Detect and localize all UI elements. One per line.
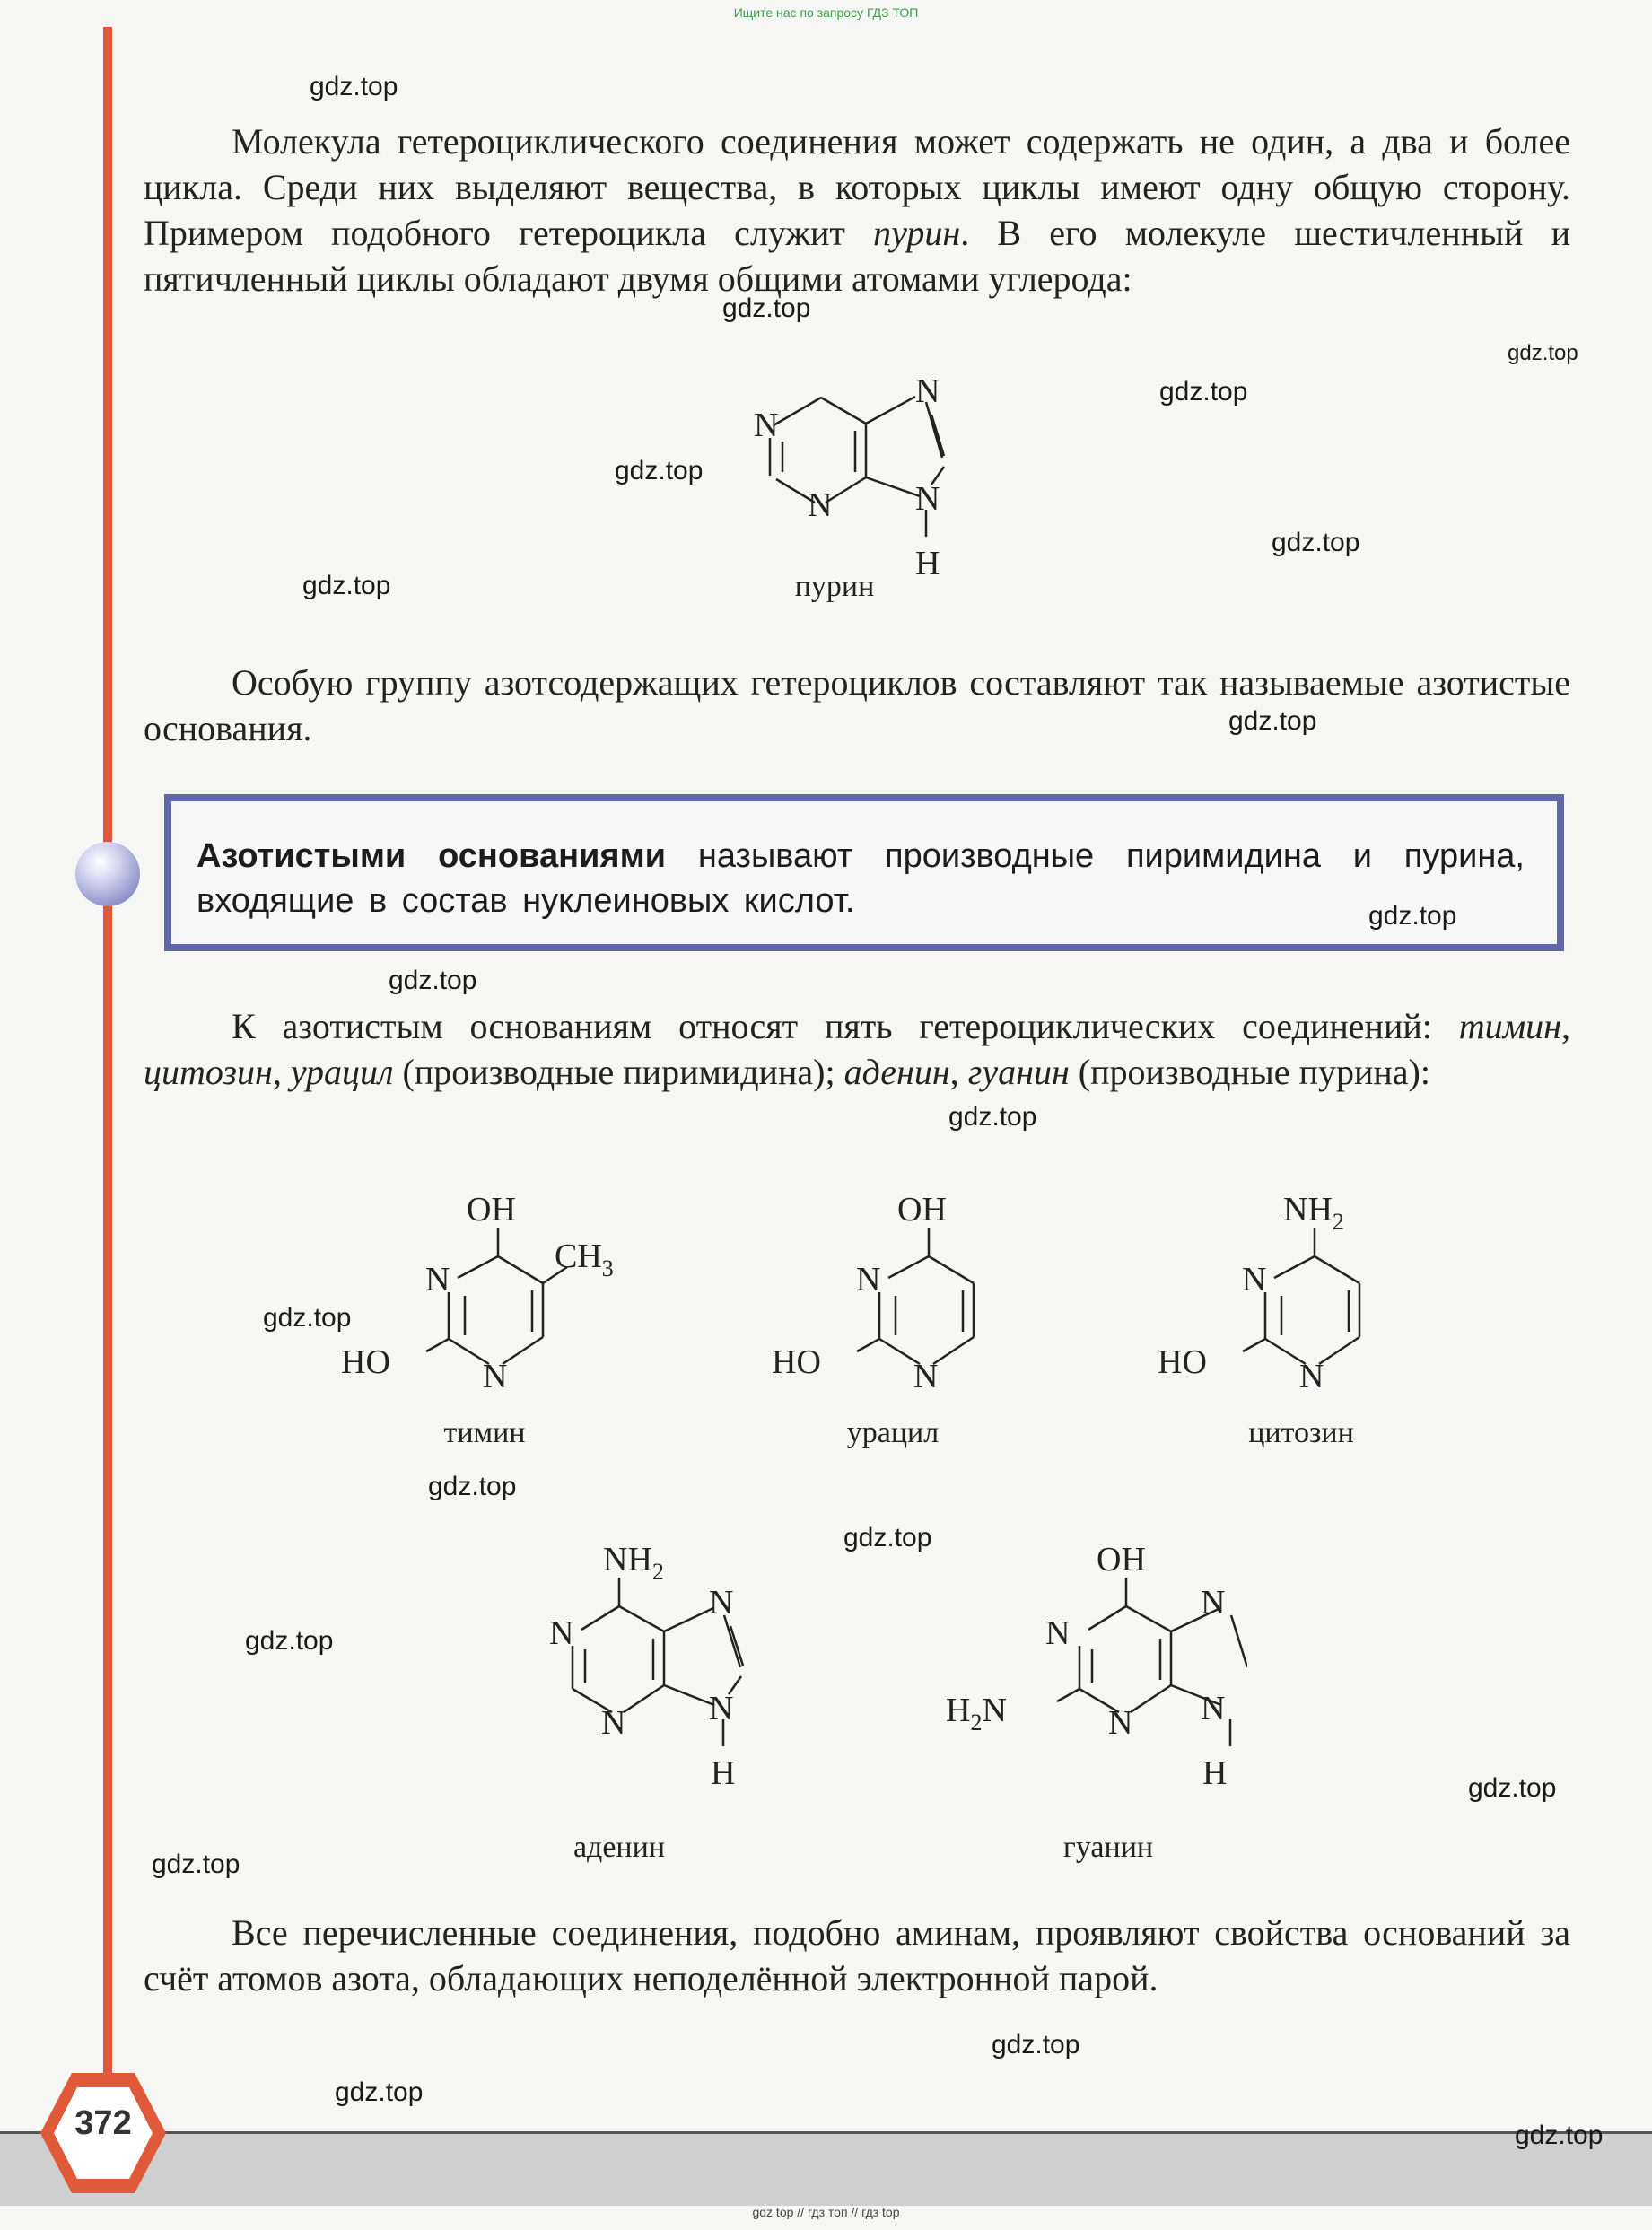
guanine-oh: OH: [1097, 1541, 1146, 1578]
guanine-h2n: $H_2N$: [946, 1692, 1007, 1736]
cytosine-ho: HO: [1158, 1343, 1207, 1381]
guanine-structure: [942, 1535, 1247, 1804]
purine-h: H: [915, 545, 940, 582]
watermark: gdz.top: [389, 966, 477, 995]
watermark: gdz.top: [152, 1850, 240, 1879]
watermark: gdz.top: [263, 1303, 352, 1333]
adenine-n7: N: [709, 1584, 734, 1622]
thymine-n1: N: [425, 1261, 450, 1299]
thymine-caption: тимин: [443, 1416, 526, 1449]
bottom-banner: gdz top // гдз топ // гдз top: [752, 2205, 900, 2219]
watermark: gdz.top: [1228, 706, 1317, 736]
adenine-h: H: [711, 1754, 736, 1792]
uracil-n3: N: [913, 1358, 939, 1395]
footer-band: [0, 2134, 1652, 2206]
guanine-n3: N: [1108, 1704, 1133, 1742]
cytosine-caption: цитозин: [1248, 1416, 1354, 1449]
watermark: gdz.top: [843, 1523, 932, 1552]
thymine-ho: HO: [341, 1343, 390, 1381]
watermark: gdz.top: [992, 2030, 1080, 2059]
watermark: gdz.top: [948, 1102, 1037, 1132]
definition-box: [164, 794, 1564, 951]
adenine-caption: аденин: [573, 1831, 666, 1864]
cytosine-nh2: $NH_2$: [1283, 1191, 1344, 1235]
guanine-n1: N: [1045, 1614, 1071, 1652]
watermark: gdz.top: [310, 72, 398, 101]
watermark: gdz.top: [1159, 377, 1248, 407]
uracil-caption: урацил: [846, 1416, 940, 1449]
watermark: gdz.top: [615, 456, 704, 485]
purine-structure: [736, 368, 987, 601]
uracil-n1: N: [856, 1261, 881, 1299]
adenine-structure: [538, 1535, 772, 1804]
watermark: gdz.top: [1368, 901, 1457, 931]
uracil-ho: HO: [772, 1343, 821, 1381]
paragraph-1: Молекула гетероциклического соединения может содержать не один, а два и более цикла. Среди них выделяют вещества, в которых циклы имеют одну общую сторону. Примером подобного гетероцикла служит пурин. В его молекуле шестичленный и пятичленный циклы обладают двумя общими атомами углерода:: [144, 121, 1570, 299]
watermark: gdz.top: [1508, 341, 1578, 365]
paragraph-2: Особую группу азотсодержащих гетероциклов составляют так называемые азотистые основания.: [144, 662, 1570, 748]
purine-n1: N: [754, 407, 779, 444]
guanine-n7: N: [1201, 1584, 1226, 1622]
definition-text: Азотистыми основаниями называют производные пиримидина и пурина, входящие в состав нуклеиновых кислот.: [197, 837, 1525, 920]
watermark: gdz.top: [1468, 1773, 1557, 1803]
adenine-n1: N: [549, 1614, 574, 1652]
thymine-oh: OH: [467, 1191, 516, 1229]
cytosine-structure: [1149, 1185, 1382, 1418]
watermark: gdz.top: [1272, 528, 1360, 557]
adenine-nh2: $NH_2$: [603, 1541, 664, 1585]
watermark: gdz.top: [302, 571, 391, 600]
guanine-h: H: [1202, 1754, 1228, 1792]
paragraph-3: К азотистым основаниям относят пять гетероциклических соединений: тимин, цитозин, урацил (производные пиримидина); аденин, гуанин (производные пурина):: [144, 1006, 1570, 1092]
guanine-n9: N: [1201, 1690, 1226, 1727]
definition-bullet-icon: [75, 842, 140, 906]
watermark: gdz.top: [245, 1626, 334, 1656]
thymine-ch3: $CH_3$: [555, 1237, 614, 1281]
paragraph-4: Все перечисленные соединения, подобно аминам, проявляют свойства оснований за счёт атомов азота, обладающих неподелённой электронной парой.: [144, 1912, 1570, 1998]
top-banner: Ищите нас по запросу ГДЗ ТОП: [733, 5, 919, 20]
watermark: gdz.top: [428, 1472, 517, 1501]
watermark: gdz.top: [1515, 2121, 1604, 2150]
purine-n9: N: [915, 480, 940, 518]
margin-accent-line: [103, 27, 112, 2163]
adenine-n9: N: [709, 1690, 734, 1727]
page-number: 372: [74, 2104, 132, 2142]
watermark: gdz.top: [722, 293, 811, 323]
watermark: gdz.top: [335, 2077, 424, 2107]
cytosine-n3: N: [1299, 1358, 1324, 1395]
purine-caption: пурин: [794, 570, 875, 603]
purine-n7: N: [915, 372, 940, 410]
uracil-structure: [763, 1185, 996, 1418]
thymine-n3: N: [483, 1358, 508, 1395]
uracil-oh: OH: [897, 1191, 947, 1229]
purine-n3: N: [808, 486, 833, 524]
thymine-structure: [332, 1185, 637, 1418]
adenine-n3: N: [601, 1704, 626, 1742]
cytosine-n1: N: [1242, 1261, 1267, 1299]
guanine-caption: гуанин: [1062, 1831, 1154, 1864]
